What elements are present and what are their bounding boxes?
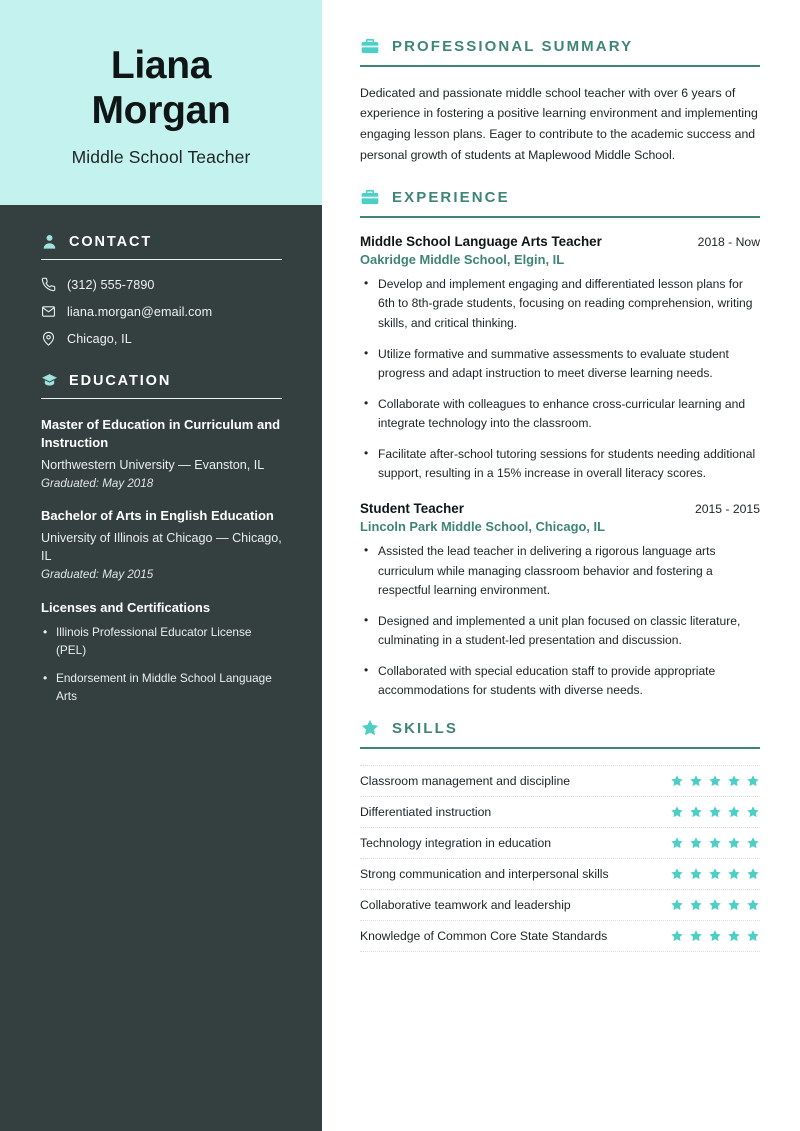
- education-date: Graduated: May 2018: [41, 477, 154, 491]
- experience-divider: [360, 216, 760, 218]
- star-icon: [708, 898, 722, 912]
- summary-section-title: PROFESSIONAL SUMMARY: [392, 37, 634, 55]
- star-icon: [689, 774, 703, 788]
- contact-section-title: CONTACT: [69, 233, 153, 250]
- location-value: Chicago, IL: [67, 331, 132, 346]
- experience-section-title: EXPERIENCE: [392, 188, 510, 206]
- star-icon: [689, 929, 703, 943]
- main-content: [322, 0, 800, 1131]
- location-pin-icon: [41, 331, 56, 346]
- experience-bullet: • Facilitate after-school tutoring sessions for students needing additional support, resulting in a 15% increase in overall literacy scores.: [360, 445, 760, 484]
- skill-name: Strong communication and interpersonal skills: [360, 866, 609, 881]
- education-section-title: EDUCATION: [69, 372, 172, 389]
- skills-section-header: [360, 718, 760, 747]
- graduation-cap-icon: [41, 372, 58, 389]
- education-entry: [41, 507, 282, 581]
- star-icon: [746, 929, 760, 943]
- star-icon: [708, 836, 722, 850]
- briefcase-icon: [360, 187, 380, 207]
- experience-bullet: • Assisted the lead teacher in delivering a rigorous language arts curriculum while managing classroom behavior and fostering a respectful learning environment.: [360, 542, 760, 601]
- skills-divider: [360, 747, 760, 749]
- star-icon: [670, 774, 684, 788]
- star-icon: [727, 929, 741, 943]
- skill-rating: [670, 898, 760, 912]
- email-value: liana.morgan@email.com: [67, 304, 213, 319]
- star-icon: [727, 805, 741, 819]
- skill-row: [360, 765, 760, 797]
- summary-section-header: [360, 36, 760, 65]
- professional-summary-section: [360, 36, 760, 165]
- education-school: University of Illinois at Chicago — Chicago, IL: [41, 530, 282, 563]
- star-icon: [689, 836, 703, 850]
- experience-entry-header: [360, 234, 760, 249]
- certification-item: • Illinois Professional Educator License (PEL): [41, 624, 282, 660]
- skill-rating: [670, 805, 760, 819]
- contact-divider: [41, 259, 282, 260]
- skill-row: [360, 890, 760, 921]
- education-divider: [41, 398, 282, 399]
- skills-section: [360, 718, 760, 952]
- certifications-block: [41, 600, 282, 706]
- star-icon: [727, 898, 741, 912]
- star-icon: [670, 867, 684, 881]
- person-icon: [41, 233, 58, 250]
- skill-name: Collaborative teamwork and leadership: [360, 897, 571, 912]
- contact-location-row[interactable]: [41, 331, 282, 346]
- skill-rating: [670, 774, 760, 788]
- skill-row: [360, 828, 760, 859]
- experience-dates: 2015 - 2015: [694, 502, 760, 517]
- phone-icon: [41, 277, 56, 292]
- skill-name: Classroom management and discipline: [360, 773, 571, 788]
- job-title: Middle School Teacher: [71, 147, 251, 168]
- name-header-block: [0, 0, 322, 205]
- education-school: Northwestern University — Evanston, IL: [41, 457, 265, 472]
- star-icon: [708, 805, 722, 819]
- experience-entry-header: [360, 501, 760, 516]
- education-entry: [41, 416, 282, 490]
- first-name: Liana: [110, 43, 212, 87]
- star-icon: [727, 774, 741, 788]
- star-icon: [360, 718, 380, 738]
- summary-text: Dedicated and passionate middle school teacher with over 6 years of experience in fostering a positive learning environment and implementing engaging lesson plans. Eager to contribute to the academic success and personal growth of students at Maplewood Middle School.: [360, 85, 758, 162]
- star-icon: [670, 836, 684, 850]
- last-name: Morgan: [91, 89, 231, 132]
- experience-organization: Oakridge Middle School, Elgin, IL: [360, 251, 565, 267]
- star-icon: [746, 836, 760, 850]
- contact-section: [41, 233, 282, 346]
- education-degree: Master of Education in Curriculum and Instruction: [41, 417, 281, 451]
- experience-dates: 2018 - Now: [697, 234, 760, 249]
- experience-role: Middle School Language Arts Teacher: [360, 233, 602, 249]
- contact-section-header: [41, 233, 282, 259]
- skill-name: Technology integration in education: [360, 835, 552, 850]
- star-icon: [746, 805, 760, 819]
- skill-name: Knowledge of Common Core State Standards: [360, 928, 608, 943]
- skill-row: [360, 859, 760, 890]
- sidebar-body: [0, 205, 322, 716]
- sidebar: [0, 0, 322, 1131]
- experience-entry: [360, 234, 760, 484]
- phone-value: (312) 555-7890: [67, 277, 155, 292]
- skill-rating: [670, 836, 760, 850]
- education-date: Graduated: May 2015: [41, 568, 154, 582]
- star-icon: [708, 774, 722, 788]
- education-degree: Bachelor of Arts in English Education: [41, 508, 274, 524]
- briefcase-icon: [360, 36, 380, 56]
- experience-bullet: • Develop and implement engaging and differentiated lesson plans for 6th to 8th-grade students, focusing on reading comprehension, writing skills, and critical thinking.: [360, 275, 760, 334]
- education-section-header: [41, 372, 282, 398]
- experience-bullet: • Collaborated with special education staff to provide appropriate accommodations for students with diverse needs.: [360, 662, 760, 701]
- star-icon: [746, 774, 760, 788]
- experience-role: Student Teacher: [360, 501, 464, 517]
- experience-entry: [360, 501, 760, 701]
- star-icon: [689, 898, 703, 912]
- skill-rating: [670, 929, 760, 943]
- star-icon: [708, 929, 722, 943]
- experience-organization: Lincoln Park Middle School, Chicago, IL: [360, 519, 605, 535]
- experience-bullet: • Collaborate with colleagues to enhance cross-curricular learning and integrate technology into the classroom.: [360, 395, 760, 434]
- summary-divider: [360, 65, 760, 67]
- contact-phone-row[interactable]: [41, 277, 282, 292]
- star-icon: [708, 867, 722, 881]
- experience-section: [360, 187, 760, 701]
- star-icon: [670, 805, 684, 819]
- certifications-title: Licenses and Certifications: [41, 600, 211, 616]
- star-icon: [670, 898, 684, 912]
- star-icon: [670, 929, 684, 943]
- skill-row: [360, 797, 760, 828]
- experience-bullets: [360, 542, 760, 701]
- certification-item: • Endorsement in Middle School Language Arts: [41, 670, 282, 706]
- certifications-list: [41, 624, 282, 706]
- experience-bullet: • Designed and implemented a unit plan focused on classic literature, culminating in a student-led presentation and discussion.: [360, 612, 760, 651]
- envelope-icon: [41, 304, 56, 319]
- experience-section-header: [360, 187, 760, 216]
- star-icon: [746, 867, 760, 881]
- star-icon: [746, 898, 760, 912]
- experience-bullets: [360, 275, 760, 484]
- skill-row: [360, 921, 760, 952]
- contact-email-row[interactable]: [41, 304, 282, 319]
- education-section: [41, 372, 282, 706]
- skills-list: [360, 765, 760, 952]
- star-icon: [727, 836, 741, 850]
- star-icon: [689, 867, 703, 881]
- skill-rating: [670, 867, 760, 881]
- skills-section-title: SKILLS: [392, 719, 458, 737]
- experience-bullet: • Utilize formative and summative assessments to evaluate student progress and adapt instruction to meet diverse learning needs.: [360, 345, 760, 384]
- star-icon: [689, 805, 703, 819]
- star-icon: [727, 867, 741, 881]
- skill-name: Differentiated instruction: [360, 804, 492, 819]
